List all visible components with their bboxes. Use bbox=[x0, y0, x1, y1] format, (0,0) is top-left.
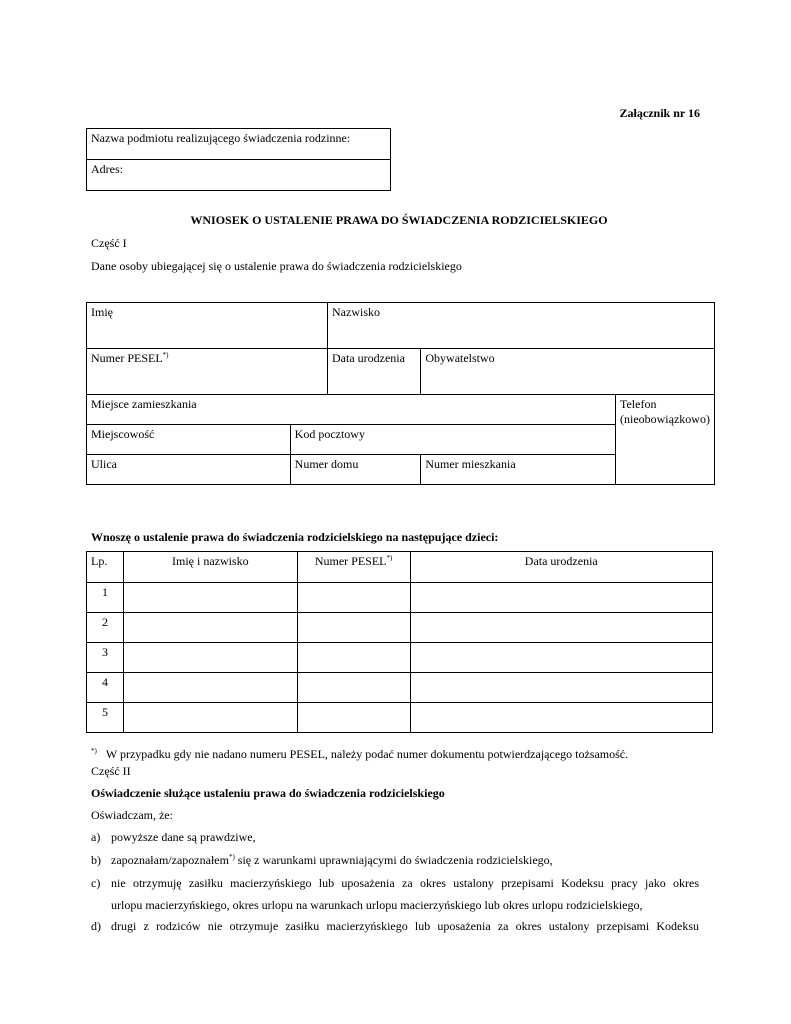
last-name-field[interactable]: Nazwisko bbox=[332, 305, 380, 319]
house-number-field[interactable]: Numer domu bbox=[294, 457, 359, 471]
entity-name-label: Nazwa podmiotu realizującego świadczenia rodzinne: bbox=[91, 131, 351, 145]
child-birth-date-cell[interactable] bbox=[410, 583, 712, 613]
footnote bbox=[91, 747, 628, 762]
child-name-cell[interactable] bbox=[123, 613, 297, 643]
col-name-header: Imię i nazwisko bbox=[172, 554, 249, 568]
child-birth-date-cell[interactable] bbox=[410, 643, 712, 673]
col-pesel-footnote-mark: *) bbox=[386, 554, 393, 562]
table-row bbox=[87, 673, 713, 703]
list-item bbox=[91, 876, 100, 891]
citizenship-field[interactable]: Obywatelstwo bbox=[425, 351, 495, 365]
entity-box bbox=[86, 128, 391, 191]
child-pesel-cell[interactable] bbox=[297, 703, 410, 733]
item-a-text: powyższe dane są prawdziwe, bbox=[111, 830, 256, 844]
item-b-text-after: się z warunkami uprawniającymi do świadczenia rodzicielskiego, bbox=[234, 853, 553, 867]
child-birth-date-cell[interactable] bbox=[410, 673, 712, 703]
pesel-footnote-mark: *) bbox=[162, 351, 169, 359]
part1-heading: Część I bbox=[91, 236, 127, 250]
table-row bbox=[87, 613, 713, 643]
item-b-text-before: zapoznałam/zapoznałem bbox=[111, 853, 229, 867]
part2-intro: Oświadczam, że: bbox=[91, 808, 173, 822]
child-pesel-cell[interactable] bbox=[297, 643, 410, 673]
flat-number-field[interactable]: Numer mieszkania bbox=[425, 457, 516, 471]
children-table bbox=[86, 551, 713, 733]
birth-date-field[interactable]: Data urodzenia bbox=[332, 351, 405, 365]
child-name-cell[interactable] bbox=[123, 583, 297, 613]
item-b-footnote-mark: *) bbox=[228, 853, 235, 861]
child-name-cell[interactable] bbox=[123, 643, 297, 673]
street-field[interactable]: Ulica bbox=[91, 457, 117, 471]
row-number: 5 bbox=[101, 705, 108, 719]
col-lp-header: Lp. bbox=[91, 554, 108, 568]
town-field[interactable]: Miejscowość bbox=[91, 427, 155, 441]
item-letter: a) bbox=[91, 830, 101, 844]
pesel-field bbox=[87, 349, 327, 368]
child-pesel-cell[interactable] bbox=[297, 673, 410, 703]
child-birth-date-cell[interactable] bbox=[410, 703, 712, 733]
child-name-cell[interactable] bbox=[123, 703, 297, 733]
child-pesel-cell[interactable] bbox=[297, 583, 410, 613]
table-row bbox=[87, 643, 713, 673]
list-item bbox=[91, 919, 101, 934]
item-letter: b) bbox=[91, 853, 101, 867]
row-number: 4 bbox=[101, 675, 108, 689]
residence-label: Miejsce zamieszkania bbox=[91, 397, 197, 411]
pesel-label: Numer PESEL bbox=[91, 351, 163, 365]
phone-field[interactable]: Telefon (nieobowiązkowo) bbox=[619, 397, 710, 426]
table-row bbox=[87, 583, 713, 613]
table-row bbox=[87, 703, 713, 733]
postal-code-field[interactable]: Kod pocztowy bbox=[294, 427, 365, 441]
row-number: 2 bbox=[101, 615, 108, 629]
part2-title: Oświadczenie służące ustaleniu prawa do świadczenia rodzicielskiego bbox=[91, 786, 445, 800]
col-pesel-header bbox=[298, 552, 410, 571]
item-c-line2: urlopu macierzyńskiego, okres urlopu na warunkach urlopu macierzyńskiego lub okres urlopu rodzicielskiego, bbox=[111, 898, 643, 912]
first-name-field[interactable]: Imię bbox=[91, 305, 113, 319]
child-birth-date-cell[interactable] bbox=[410, 613, 712, 643]
item-letter: d) bbox=[91, 919, 101, 933]
item-c-line1: nie otrzymuję zasiłku macierzyńskiego lub uposażenia za okres ustalony przepisami Kodeksu pracy jako okres bbox=[111, 876, 699, 890]
item-d-line1: drugi z rodziców nie otrzymuje zasiłku macierzyńskiego lub uposażenia za okres ustalony przepisami Kodeksu bbox=[111, 919, 699, 933]
list-item bbox=[91, 853, 101, 868]
child-name-cell[interactable] bbox=[123, 673, 297, 703]
form-title: WNIOSEK O USTALENIE PRAWA DO ŚWIADCZENIA RODZICIELSKIEGO bbox=[190, 213, 608, 227]
applicant-table bbox=[86, 302, 715, 485]
item-b-text bbox=[111, 853, 553, 868]
row-number: 1 bbox=[101, 585, 108, 599]
child-pesel-cell[interactable] bbox=[297, 613, 410, 643]
annex-label: Załącznik nr 16 bbox=[619, 106, 700, 120]
list-item bbox=[91, 830, 100, 845]
part1-subtitle: Dane osoby ubiegającej się o ustalenie prawa do świadczenia rodzicielskiego bbox=[91, 259, 462, 273]
col-birth-date-header: Data urodzenia bbox=[524, 554, 598, 568]
col-pesel-label: Numer PESEL bbox=[314, 554, 387, 568]
footnote-text: W przypadku gdy nie nadano numeru PESEL, należy podać numer dokumentu potwierdzającego tożsamość. bbox=[105, 747, 629, 761]
children-heading: Wnoszę o ustalenie prawa do świadczenia rodzicielskiego na następujące dzieci: bbox=[91, 530, 499, 544]
item-letter: c) bbox=[91, 876, 101, 890]
footnote-mark: *) bbox=[91, 747, 97, 755]
row-number: 3 bbox=[101, 645, 108, 659]
entity-address-label: Adres: bbox=[91, 162, 123, 176]
part2-heading: Część II bbox=[91, 764, 131, 778]
